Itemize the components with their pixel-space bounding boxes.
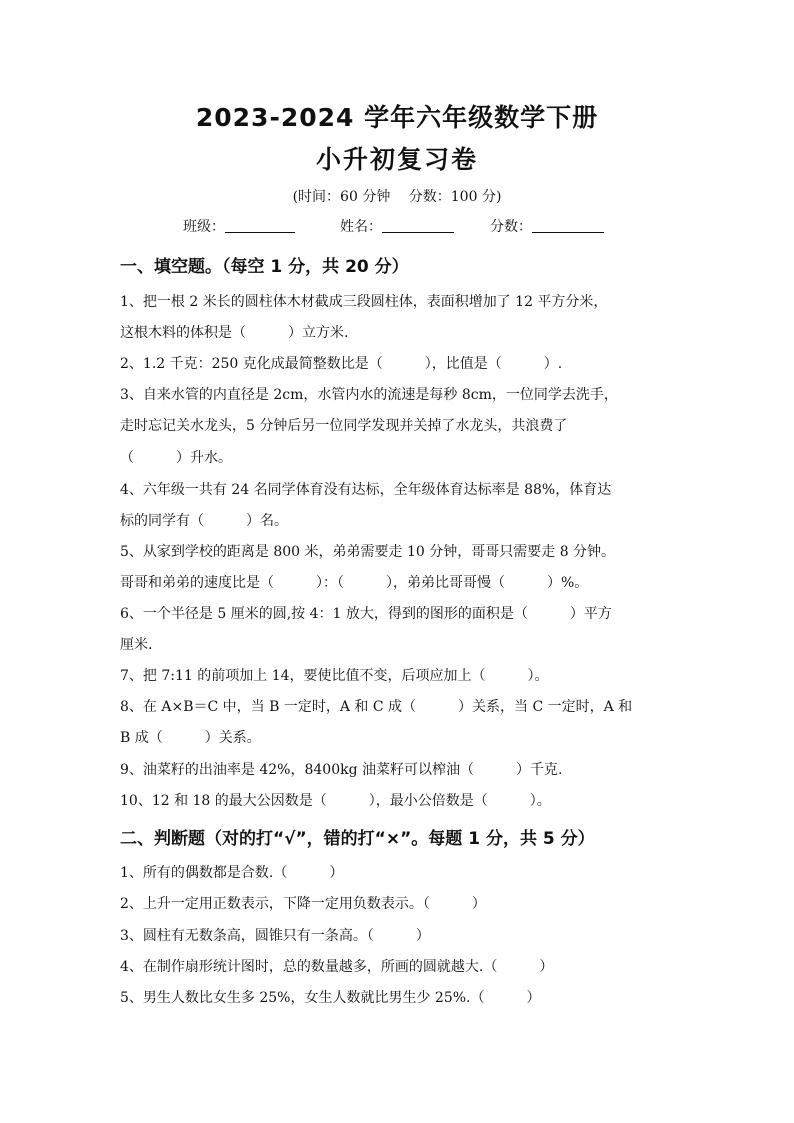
question-line: 7、把 7:11 的前项加上 14，要使比值不变，后项应加上（ ）。: [120, 668, 549, 684]
question-line: 5、男生人数比女生多 25%，女生人数就比男生少 25%.（ ）: [120, 990, 541, 1006]
score-field: [490, 216, 604, 236]
name-blank: [382, 218, 454, 233]
section-true-false-heading: 二、判断题（对的打“√”，错的打“×”。每题 1 分，共 5 分）: [120, 829, 595, 849]
question-line: 厘米.: [120, 637, 153, 653]
question-line: 走时忘记关水龙头，5 分钟后另一位同学发现并关掉了水龙头，共浪费了: [120, 418, 568, 434]
name-field: [340, 216, 454, 236]
question-line: 4、六年级一共有 24 名同学体育没有达标，全年级体育达标率是 88%，体育达: [120, 482, 612, 498]
question-line: 3、圆柱有无数条高，圆锥只有一条高。（ ）: [120, 928, 430, 944]
name-label: 姓名：: [340, 219, 382, 235]
question-line: 4、在制作扇形统计图时，总的数量越多，所画的圆就越大.（ ）: [120, 959, 554, 975]
class-label: 班级：: [183, 219, 225, 235]
question-line: B 成（ ）关系。: [120, 730, 261, 746]
question-line: 10、12 和 18 的最大公因数是（ ），最小公倍数是（ ）。: [120, 793, 551, 809]
class-blank: [225, 218, 295, 233]
section-fill-blank-heading: 一、填空题。（每空 1 分，共 20 分）: [120, 257, 409, 277]
question-line: 2、上升一定用正数表示，下降一定用负数表示。（ ）: [120, 896, 486, 912]
score-label: 分数：: [490, 219, 532, 235]
question-line: 哥哥和弟弟的速度比是（ ）：（ ），弟弟比哥哥慢（ ）%。: [120, 575, 589, 591]
exam-title: 2023-2024 学年六年级数学下册: [195, 103, 599, 132]
question-line: （ ）升水。: [120, 450, 232, 466]
question-line: 2、1.2 千克：250 克化成最简整数比是（ ），比值是（ ）.: [120, 356, 563, 372]
score-blank: [532, 218, 604, 233]
question-line: 标的同学有（ ）名。: [120, 513, 288, 529]
exam-subtitle: 小升初复习卷: [315, 145, 478, 174]
time-score-info: (时间：60 分钟 分数：100 分): [292, 189, 502, 205]
question-line: 9、油菜籽的出油率是 42%，8400kg 油菜籽可以榨油（ ）千克.: [120, 762, 563, 778]
question-line: 8、在 A×B＝C 中，当 B 一定时，A 和 C 成（ ）关系，当 C 一定时，A 和: [120, 699, 633, 715]
question-line: 5、从家到学校的距离是 800 米，弟弟需要走 10 分钟，哥哥只需要走 8 分钟。: [120, 544, 616, 560]
question-line: 6、一个半径是 5 厘米的圆,按 4：1 放大，得到的图形的面积是（ ）平方: [120, 606, 612, 622]
question-line: 3、自来水管的内直径是 2cm，水管内水的流速是每秒 8cm，一位同学去洗手，: [120, 387, 618, 403]
class-field: [183, 216, 295, 236]
question-line: 这根木料的体积是（ ）立方米.: [120, 325, 349, 341]
question-line: 1、所有的偶数都是合数.（ ）: [120, 865, 344, 881]
question-line: 1、把一根 2 米长的圆柱体木材截成三段圆柱体，表面积增加了 12 平方分米，: [120, 294, 608, 310]
